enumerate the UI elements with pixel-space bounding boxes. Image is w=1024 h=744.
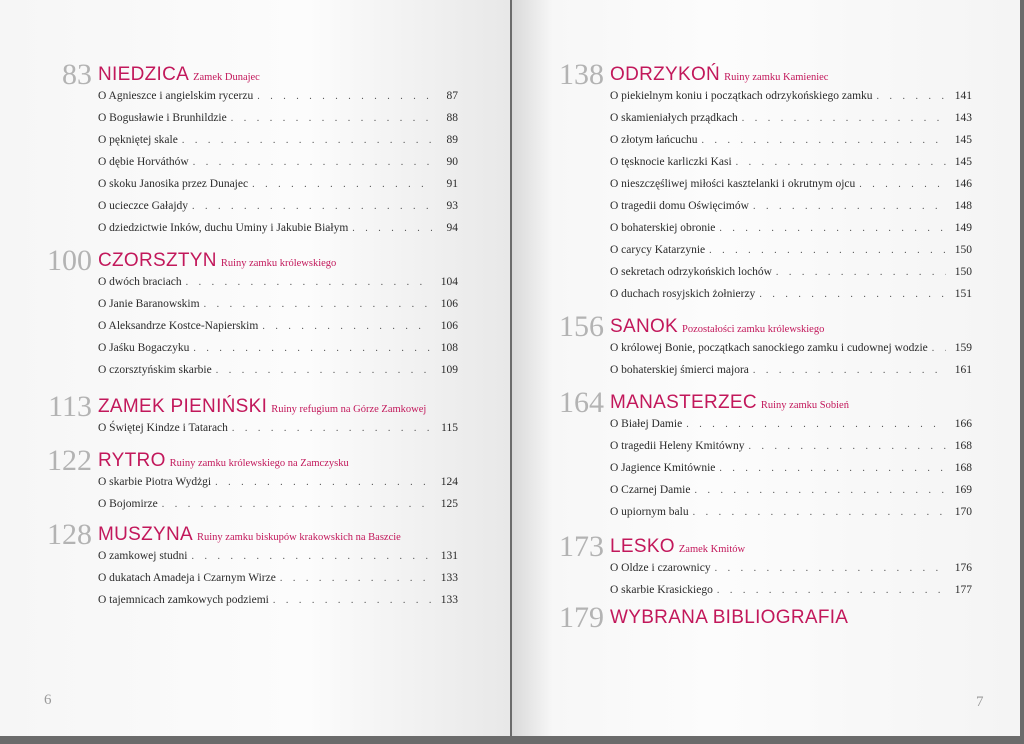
dot-leader [702, 135, 946, 146]
toc-entry [610, 440, 972, 462]
entry-title: O bohaterskiej śmierci majora [610, 364, 749, 376]
toc-section [559, 386, 972, 528]
section-title [610, 392, 849, 413]
dot-leader [759, 289, 946, 300]
entry-page-number: 146 [954, 178, 972, 190]
section-subtitle: Ruiny refugium na Górze Zamkowej [271, 404, 427, 415]
section-heading [47, 244, 458, 277]
entry-page-number: 88 [446, 112, 458, 124]
right-page [512, 0, 1020, 736]
dot-leader [736, 157, 946, 168]
entry-list [98, 476, 458, 520]
page-number-left: 6 [44, 692, 52, 708]
section-subtitle: Zamek Kmitów [678, 544, 746, 555]
entry-title: O carycy Katarzynie [610, 244, 706, 256]
entry-title: O Czarnej Damie [610, 484, 691, 496]
entry-title: O Jaśku Bogaczyku [98, 342, 190, 354]
entry-title: O skoku Janosika przez Dunajec [98, 178, 249, 190]
section-title [610, 607, 848, 628]
toc-entry [98, 298, 458, 320]
section-title [610, 316, 824, 337]
toc-entry [610, 90, 972, 112]
section-heading [48, 390, 458, 423]
section-title [98, 450, 349, 471]
section-title-text: RYTRO [98, 450, 166, 471]
entry-page-number: 150 [954, 244, 972, 256]
entry-page-number: 159 [954, 342, 972, 354]
dot-leader [352, 223, 432, 234]
entry-page-number: 177 [954, 584, 972, 596]
entry-page-number: 145 [954, 156, 972, 168]
entry-title: O upiornym balu [610, 506, 689, 518]
section-subtitle: Ruiny zamku Kamieniec [724, 72, 829, 83]
entry-title: O Janie Baranowskim [98, 298, 200, 310]
entry-title: O sekretach odrzykońskich lochów [610, 266, 772, 278]
entry-page-number: 89 [446, 134, 458, 146]
section-heading [559, 530, 972, 563]
entry-title: O Białej Damie [610, 418, 683, 430]
section-page-number: 156 [559, 310, 604, 343]
toc-section [47, 444, 458, 520]
toc-entry [610, 506, 972, 528]
entry-list [610, 562, 972, 606]
entry-page-number: 125 [440, 498, 458, 510]
toc-entry [610, 462, 972, 484]
toc-entry [98, 90, 458, 112]
toc-entry [610, 484, 972, 506]
toc-entry [610, 288, 972, 310]
entry-page-number: 145 [954, 134, 972, 146]
section-page-number: 164 [559, 386, 604, 419]
entry-title: O skamieniałych prządkach [610, 112, 738, 124]
entry-title: O Agnieszce i angielskim rycerzu [98, 90, 254, 102]
section-title-text: ZAMEK PIENIŃSKI [98, 396, 268, 417]
dot-leader [204, 299, 432, 310]
dot-leader [859, 179, 946, 190]
entry-page-number: 149 [954, 222, 972, 234]
entry-page-number: 161 [954, 364, 972, 376]
entry-title: O dębie Horváthów [98, 156, 189, 168]
entry-page-number: 169 [954, 484, 972, 496]
entry-title: O tajemnicach zamkowych podziemi [98, 594, 269, 606]
entry-page-number: 91 [446, 178, 458, 190]
section-title [610, 536, 745, 557]
toc-entry [610, 364, 972, 386]
dot-leader [193, 343, 432, 354]
toc-entry [610, 244, 972, 266]
dot-leader [753, 201, 946, 212]
entry-page-number: 94 [446, 222, 458, 234]
section-title-text: ODRZYKOŃ [610, 64, 721, 85]
section-heading [559, 601, 972, 634]
toc-section [559, 58, 972, 310]
dot-leader [232, 423, 432, 434]
entry-title: O Jagience Kmitównie [610, 462, 716, 474]
toc-entry [610, 222, 972, 244]
dot-leader [715, 563, 946, 574]
dot-leader [719, 223, 946, 234]
toc-entry [98, 550, 458, 572]
toc-entry [98, 200, 458, 222]
entry-page-number: 168 [954, 440, 972, 452]
entry-title: O skarbie Krasickiego [610, 584, 713, 596]
section-subtitle: Ruiny zamku Sobień [760, 400, 849, 411]
entry-page-number: 150 [954, 266, 972, 278]
dot-leader [717, 585, 946, 596]
section-title-text: MUSZYNA [98, 524, 193, 545]
dot-leader [215, 477, 432, 488]
entry-title: O złotym łańcuchu [610, 134, 698, 146]
toc-entry [610, 418, 972, 440]
dot-leader [182, 135, 432, 146]
toc-section [559, 530, 972, 606]
toc-section [47, 244, 458, 386]
page-number-right: 7 [976, 694, 984, 710]
entry-title: O tęsknocie karliczki Kasi [610, 156, 732, 168]
dot-leader [273, 595, 432, 606]
toc-entry [98, 156, 458, 178]
dot-leader [742, 113, 946, 124]
toc-entry [98, 498, 458, 520]
toc-section [48, 390, 458, 444]
entry-title: O dukatach Amadeja i Czarnym Wirze [98, 572, 276, 584]
toc-section [62, 58, 458, 244]
section-title-text: MANASTERZEC [610, 392, 757, 413]
entry-list [610, 418, 972, 528]
section-heading [47, 518, 458, 551]
toc-entry [98, 594, 458, 616]
entry-page-number: 170 [954, 506, 972, 518]
entry-page-number: 143 [954, 112, 972, 124]
section-page-number: 100 [47, 244, 92, 277]
section-title-text: WYBRANA BIBLIOGRAFIA [610, 607, 849, 628]
entry-page-number: 148 [954, 200, 972, 212]
entry-title: O Aleksandrze Kostce-Napierskim [98, 320, 259, 332]
entry-page-number: 124 [440, 476, 458, 488]
toc-entry [98, 476, 458, 498]
section-subtitle: Pozostałości zamku królewskiego [682, 324, 825, 335]
section-title [610, 64, 828, 85]
section-subtitle: Ruiny zamku królewskiego [220, 258, 337, 269]
section-heading [559, 386, 972, 419]
entry-title: O nieszczęśliwej miłości kasztelanki i okrutnym ojcu [610, 178, 856, 190]
entry-title: O bohaterskiej obronie [610, 222, 716, 234]
section-title-text: NIEDZICA [98, 64, 190, 85]
entry-page-number: 151 [954, 288, 972, 300]
entry-page-number: 131 [440, 550, 458, 562]
section-subtitle: Ruiny zamku królewskiego na Zamczysku [169, 458, 349, 469]
entry-list [98, 422, 458, 444]
entry-page-number: 133 [440, 594, 458, 606]
dot-leader [748, 441, 946, 452]
entry-title: O Bojomirze [98, 498, 158, 510]
entry-list [98, 550, 458, 616]
dot-leader [193, 157, 432, 168]
toc-entry [610, 562, 972, 584]
entry-page-number: 176 [954, 562, 972, 574]
entry-title: O królowej Bonie, początkach sanockiego zamku i cudownej wodzie [610, 342, 928, 354]
dot-leader [709, 245, 946, 256]
toc-entry [98, 178, 458, 200]
entry-page-number: 115 [441, 422, 458, 434]
entry-title: O dziedzictwie Inków, duchu Uminy i Jakubie Białym [98, 222, 349, 234]
toc-entry [98, 276, 458, 298]
toc-entry [610, 266, 972, 288]
entry-title: O dwóch braciach [98, 276, 182, 288]
entry-page-number: 106 [440, 298, 458, 310]
dot-leader [191, 551, 432, 562]
toc-entry [610, 156, 972, 178]
section-page-number: 83 [62, 58, 92, 91]
dot-leader [216, 365, 432, 376]
toc-entry [610, 342, 972, 364]
section-title [98, 524, 401, 545]
toc-entry [98, 342, 458, 364]
section-page-number: 179 [559, 601, 604, 634]
entry-list [610, 90, 972, 310]
dot-leader [192, 201, 432, 212]
entry-page-number: 168 [954, 462, 972, 474]
entry-page-number: 93 [446, 200, 458, 212]
toc-entry [610, 112, 972, 134]
section-title-text: SANOK [610, 316, 679, 337]
entry-page-number: 166 [954, 418, 972, 430]
section-page-number: 138 [559, 58, 604, 91]
dot-leader [280, 573, 432, 584]
section-page-number: 173 [559, 530, 604, 563]
entry-page-number: 87 [446, 90, 458, 102]
entry-list [98, 90, 458, 244]
section-title-text: CZORSZTYN [98, 250, 217, 271]
toc-entry [98, 572, 458, 594]
section-page-number: 113 [48, 390, 92, 423]
section-heading [559, 310, 972, 343]
dot-leader [694, 485, 946, 496]
dot-leader [693, 507, 946, 518]
dot-leader [231, 113, 432, 124]
toc-section [559, 310, 972, 386]
dot-leader [753, 365, 946, 376]
entry-title: O Świętej Kindze i Tatarach [98, 422, 228, 434]
entry-title: O czorsztyńskim skarbie [98, 364, 212, 376]
entry-page-number: 133 [440, 572, 458, 584]
section-title [98, 64, 260, 85]
toc-entry [610, 178, 972, 200]
entry-title: O piekielnym koniu i początkach odrzykońskiego zamku [610, 90, 873, 102]
entry-page-number: 141 [954, 90, 972, 102]
dot-leader [252, 179, 432, 190]
toc-section [559, 601, 972, 634]
section-page-number: 128 [47, 518, 92, 551]
dot-leader [877, 91, 946, 102]
section-heading [62, 58, 458, 91]
toc-entry [98, 364, 458, 386]
section-title [98, 250, 336, 271]
entry-title: O Bogusławie i Brunhildzie [98, 112, 227, 124]
dot-leader [932, 343, 946, 354]
toc-entry [98, 422, 458, 444]
entry-title: O tragedii domu Oświęcimów [610, 200, 749, 212]
dot-leader [162, 499, 432, 510]
entry-list [98, 276, 458, 386]
section-subtitle: Ruiny zamku biskupów krakowskich na Baszcie [197, 532, 401, 543]
entry-title: O Oldze i czarownicy [610, 562, 711, 574]
entry-title: O zamkowej studni [98, 550, 188, 562]
toc-entry [98, 134, 458, 156]
entry-page-number: 104 [440, 276, 458, 288]
dot-leader [262, 321, 432, 332]
entry-title: O duchach rosyjskich żołnierzy [610, 288, 756, 300]
toc-entry [98, 222, 458, 244]
dot-leader [719, 463, 946, 474]
dot-leader [186, 277, 432, 288]
section-heading [47, 444, 458, 477]
section-page-number: 122 [47, 444, 92, 477]
toc-entry [98, 112, 458, 134]
entry-page-number: 106 [440, 320, 458, 332]
toc-section [47, 518, 458, 616]
entry-title: O ucieczce Gałajdy [98, 200, 189, 212]
entry-page-number: 109 [440, 364, 458, 376]
left-page [0, 0, 510, 736]
section-subtitle: Zamek Dunajec [193, 72, 260, 83]
toc-entry [98, 320, 458, 342]
section-title [98, 396, 426, 417]
toc-entry [610, 134, 972, 156]
entry-page-number: 90 [446, 156, 458, 168]
dot-leader [257, 91, 432, 102]
dot-leader [776, 267, 946, 278]
entry-list [610, 342, 972, 386]
entry-title: O skarbie Piotra Wydżgi [98, 476, 212, 488]
toc-entry [610, 200, 972, 222]
entry-title: O pękniętej skale [98, 134, 178, 146]
section-heading [559, 58, 972, 91]
entry-page-number: 108 [440, 342, 458, 354]
section-title-text: LESKO [610, 536, 675, 557]
entry-title: O tragedii Heleny Kmitówny [610, 440, 745, 452]
dot-leader [686, 419, 946, 430]
